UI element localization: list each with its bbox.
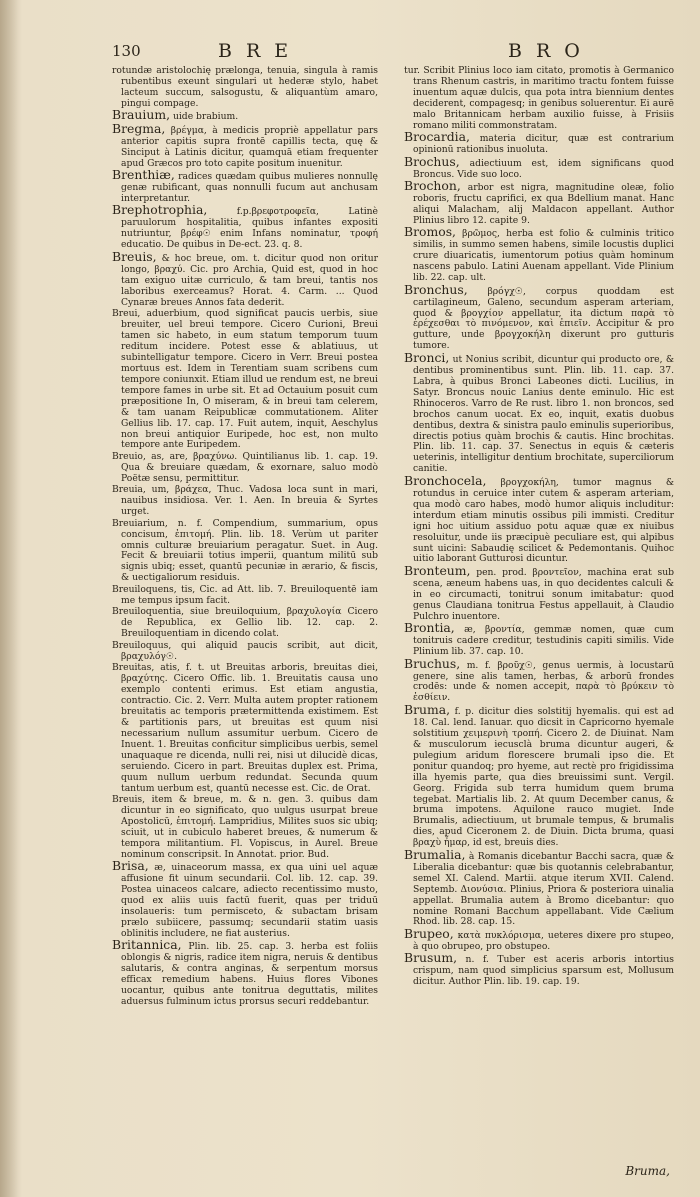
page-header: [0, 40, 700, 66]
entry-text: Breuiarium, n. f. Compendium, summarium, opus concisum, ἐπιτομή. Plin. lib. 18. Verùm ut pariter omnis culturæ breuiarium peragatur. Suet. in Aug. Fecit & breuiarii totius imperii, quantum militū sub signis ubiq; esset, quantū pecuniæ in ærario, & fiscis, & uectigaliorum residuis.: [112, 517, 378, 584]
entry-text: n. f. Tuber est aceris arboris intortius crispum, nam quod simplicius sparsum est, Mollusum dicitur. Author Plin. lib. 19. cap. 19.: [413, 954, 674, 988]
entry-text: pen. prod. βροντεῖον, machina erat sub scena, æneum habens uas, in quo decidentes calculi & in eo circumacti, tonitrui sonum imitabatur: quod genus Claudiana tonitrua Festus appellauit, à Claudio Pulchro inuentore.: [413, 566, 674, 622]
entry-text: Breuitas, atis, f. t. ut Breuitas arboris, breuitas diei, βραχύτης. Cicero Offic. lib. 1. Breuitatis causa uno exemplo contenti erimus. Est etiam angustia, contractio. Cic. 2. Verr. Multa autem propter rationem breuitatis ac temporis prætermittenda existimem. Est & partitionis pars, ut breuitas est quum nisi necessarium nullum assumitur uerbum. Cicero de Inuent. 1. Breuitas conficitur simplicibus uerbis, semel unaquaque re dicenda, nulli rei, nisi ut dilucidè dicas, seruiendo. Cicero in part. Breuitas duplex est. Prima, quum nullum uerbum redundat. Secunda quum tantum uerbum est, quantū necesse est. Cic. de Orat.: [112, 662, 378, 794]
dictionary-entry: [112, 795, 378, 861]
entry-headword: Brontia,: [404, 620, 455, 636]
dictionary-entry: [112, 120, 379, 170]
dictionary-entry: [112, 248, 378, 309]
entry-headword: Brumalia,: [404, 846, 466, 862]
dictionary-entry: [404, 655, 674, 705]
entry-text: æ, uinaceorum massa, ex qua uini uel aquæ affusione fit uinum secundarii. Col. lib. 12. cap. 39. Postea uinaceos calcare, adiecto recentissimo musto, quod ex aliis uuis factū fuerit, quas per triduū insolaueris: tum permisceto, & subactam brisam prælo subiicere, passumq; secundarii statim uasis oblinitis includere, ne fiat austerius.: [121, 862, 379, 939]
dictionary-entry: [112, 937, 379, 1008]
entry-text: rotundæ aristolochię prælonga, tenuia, singula à ramis rubentibus exeunt singulari ut hederæ stylo, habet lacteum succum, salsogustu, & aliquantùm amaro, pingui compage.: [112, 65, 378, 109]
entry-text: Breuis, item & breue, m. & n. gen. 3. quibus dam dicuntur in eo significato, quo uulgus usurpat breue Apostolicū, ἐπιτομή. Lampridius, Milites suos sic ubiq; sciuit, ut in cubiculo haberet breues, & numerum & tempora militantium. Fl. Vopiscus, in Aurel. Breue nominum conscripsit. In Annotat. prior. Bud.: [112, 793, 378, 860]
dictionary-entry: [112, 202, 378, 251]
entry-headword: Brupeo,: [404, 925, 454, 941]
entry-headword: Bregma,: [112, 120, 166, 136]
entry-text: arbor est nigra, magnitudine oleæ, folio roboris, fructu caprifici, ex qua Bdellium manat. Hanc aliqui Malacham, alij Maldacon appellant. Author Plinius libro 12. capite 9.: [413, 182, 675, 226]
dictionary-entry: [404, 281, 674, 353]
dictionary-entry: [404, 349, 675, 475]
entry-text: f. p. dicitur dies solstitij hyemalis. qui est ad 18. Cal. lend. Ianuar. quo dicsit in Capricorno hyemale solstitium χειμερινὴ τροπή. Cicero 2. de Diuinat. Nam & musculorum iecusclà bruma dicuntur augeri, & pulegium aridum florescere brumali ipso die. Et ponitur quandoq; pro hyeme, aut rectè pro frigidissima illa hyemis parte, qua dies breuissimi sunt. Vergil. Georg. Frigida sub terra humidum quem bruma tegebat. Martialis lib. 2. At quum December canus, & bruma impotens. Aquilone rauco mugiet. Inde Brumalis, adiectiuum, ut brumale tempus, & brumalis dies, apud Ciceronem 2. de Diuin. Dicta bruma, quasi βραχὺ ἦμαρ, id est, breuis dies.: [413, 705, 674, 849]
entry-headword: Bruchus,: [404, 655, 461, 671]
entry-text: Breuiloquens, tis, Cic. ad Att. lib. 7. Breuiloquentē iam me tempus ipsum facit.: [112, 583, 378, 606]
dictionary-entry: [404, 129, 675, 156]
entry-text: βρόγχ☉, corpus quoddam est cartilagineum, Galeno, secundum asperam arteriam, quod & βρογχίον appellatur, ita dictum παρὰ τὸ ἐρέχεσθαι τὸ πινόμενον, καὶ ἐπιεῖν. Accipitur & pro gutture, unde βρογχοκήλη dixerunt pro gutturis tumore.: [413, 285, 674, 352]
page-number: 130: [112, 42, 141, 60]
entry-text: adiectiuum est, idem significans quod Broncus. Vide suo loco.: [413, 157, 674, 180]
entry-headword: Brusum,: [404, 950, 458, 966]
entry-headword: Britannica,: [112, 937, 182, 953]
entry-headword: Bronchocela,: [404, 472, 487, 488]
dictionary-entry: [112, 167, 378, 205]
dictionary-entry: [404, 178, 675, 227]
entry-headword: Bronci,: [404, 349, 450, 365]
entry-text: uide brabium.: [172, 111, 239, 123]
dictionary-entry: [112, 66, 378, 110]
running-head-left: BRE: [218, 40, 303, 62]
entry-headword: Bruma,: [404, 701, 451, 717]
entry-headword: Brochus,: [404, 153, 460, 169]
entry-text: Breuio, as, are, βραχύνω. Quintilianus lib. 1. cap. 19. Qua & breuiare quædam, & exornare, saluo modò Poëtæ sensu, permittitur.: [112, 450, 378, 484]
entry-text: Plin. lib. 25. cap. 3. herba est foliis oblongis & nigris, radice item nigra, neruis & dentibus salutaris, & contra anginas, & serpentum morsus efficax remedium habens. Huius flores Vibones uocantur, quibus ante tonitrua deguttatis, milites aduersus fulminum ictus prorsus securi reddebantur.: [121, 941, 379, 1008]
dictionary-entry: [112, 663, 378, 794]
dictionary-entry: [112, 519, 378, 585]
entry-text: & hoc breue, om. t. dicitur quod non oritur longo, βραχύ. Cic. pro Archia, Quid est, quod in hoc tam exiguo uitæ curriculo, & tam breui, tantis nos laboribus exerceamus? Horat. 4. Carm. ... Quod Cynaræ breues Annos fata dederit.: [121, 252, 378, 308]
entry-headword: Brauium,: [112, 107, 171, 123]
dictionary-entry: [404, 224, 674, 284]
entry-headword: Brephotrophia,: [112, 202, 208, 218]
dictionary-entry: [404, 701, 674, 849]
dictionary-entry: [112, 309, 378, 451]
entry-headword: Brenthiæ,: [112, 167, 175, 183]
entry-text: Breuiloquus, qui aliquid paucis scribit, aut dicit, βραχυλόγ☉.: [112, 639, 378, 662]
left-column: [112, 66, 378, 1009]
dictionary-entry: [112, 452, 378, 485]
gutter-shadow: [0, 0, 22, 1197]
entry-text: Breui, aduerbium, quod significat paucis uerbis, siue breuiter, uel breui tempore. Cicero Curioni, Breui tamen sic habeto, in eum statum temporum tuum reditum incidere. Potest esse & ablatiuus, ut subintelligatur tempore. Cicero in Verr. Breui postea mortuus est. Idem in Terentiam suam scribens cum tempore coniunxit. Etiam illud ue rendum est, ne breui tempore fames in urbe sit. Et ad Octauium posuit cum præpositione In, O miseram, & in breui tam celerem, & tam uanam Reipublicæ commutationem. Aliter Gellius lib. 17. cap. 17. Fuit autem, inquit, Aeschylus non breui antiquior Euripede, hoc est, non multo tempore ante Euripedem.: [112, 308, 378, 451]
right-column: [404, 66, 674, 989]
entry-text: æ, βροντία, gemmæ nomen, quæ cum tonitruis cadere creditur, testudinis capiti similis. Vide Plinium lib. 37. cap. 10.: [413, 624, 674, 658]
dictionary-entry: [404, 846, 674, 929]
entry-headword: Breuis,: [112, 248, 157, 264]
dictionary-entry: [112, 485, 378, 518]
dictionary-entry: [404, 66, 674, 132]
dictionary-entry: [404, 950, 674, 988]
entry-text: Breuia, um, βράχεα, Thuc. Vadosa loca sunt in mari, nauibus insidiosa. Ver. 1. Aen. In breuia & Syrtes urget.: [112, 484, 378, 518]
dictionary-entry: [404, 620, 674, 658]
entry-text: radices quædam quibus mulieres nonnullę genæ rubificant, quas nonnulli fucum aut anchusam interpretantur.: [121, 171, 378, 204]
entry-text: à Romanis dicebantur Bacchi sacra, quæ & Liberalia dicebantur: quæ bis quotannis celebrabantur, semel XI. Calend. Martii. atque iterum XVII. Calend. Septemb. Διονύσια. Plinius, Priora & posteriora uinalia appellat. Brumalia autem à Bromo dicebantur: quo nomine Romani Bacchum appellabant. Vide Cælium Rhod. lib. 28. cap. 15.: [413, 850, 674, 928]
entry-text: tur. Scribit Plinius loco iam citato, promotis à Germanico trans Rhenum castris, in maritimo tractu fontem fuisse inuentum aquæ dulcis, qua pota intra biennium dentes deciderent, compagesq; in genibus soluerentur. Ei aurē malo Britannicam herbam auxilio fuisse, à Frisiis romano militi commonstratam.: [404, 65, 674, 131]
entry-headword: Bromos,: [404, 224, 456, 240]
entry-text: βρέγμα, à medicis propriè appellatur pars anterior capitis supra frontē capillis tecta, quę & Sinciput à Latinis dicitur, quamquā etiam frequenter apud Græcos pro toto capite positum inuenitur.: [121, 124, 379, 169]
entry-text: m. f. βροῦχ☉, genus uermis, à locustarū genere, sine alis tamen, herbas, & arborū frondes crodēs: unde & nomen accepit, παρὰ τὸ βρύκειν τὸ ἐσθίειν.: [413, 659, 674, 704]
entry-headword: Bronchus,: [404, 281, 468, 297]
entry-headword: Brisa,: [112, 858, 149, 874]
entry-text: f.p.βρεφοτροφεῖα, Latinè paruulorum hospitalitia, quibus infantes expositi nutriuntur, βρέφ☉ enim Infans nominatur, τροφή educatio. De quibus in De-ect. 23. q. 8.: [121, 206, 378, 251]
entry-headword: Brocardia,: [404, 129, 470, 145]
entry-text: βρῶμος, herba est folio & culminis tritico similis, in summo semen habens, simile locustis duplici crure diuaricatis, iumentorum potius quàm hominum nascens pabulo. Latini Auenam appellant. Vide Plinium lib. 22. cap. ult.: [413, 228, 674, 284]
entry-headword: Bronteum,: [404, 562, 471, 578]
dictionary-entry: [112, 858, 379, 940]
entry-text: materia dicitur, quæ est contrarium opinionū rationibus inuoluta.: [413, 133, 675, 156]
catchword: Bruma,: [625, 1164, 670, 1178]
entry-text: κατὰ πυκλόρισμα, ueteres dixere pro stupeo, à quo obrupeo, pro obstupeo.: [413, 929, 674, 952]
dictionary-entry: [404, 925, 674, 953]
entry-headword: Brochon,: [404, 178, 461, 194]
dictionary-entry: [404, 153, 674, 181]
dictionary-entry: [404, 472, 675, 566]
entry-text: Breuiloquentia, siue breuiloquium, βραχυλογία Cicero de Republica, ex Gellio lib. 12. cap. 2. Breuiloquentiam in dicendo colat.: [112, 606, 378, 640]
dictionary-entry: [404, 562, 674, 623]
running-head-right: BRO: [508, 40, 594, 62]
dictionary-entry: [112, 641, 378, 663]
entry-text: ut Nonius scribit, dicuntur qui producto ore, & dentibus prominentibus sunt. Plin. lib. 11. cap. 37. Labra, à quibus Bronci Labeones dicti. Lucilius, in Satyr. Broncus nouic Lanius dente eminulo. Hic est Rhinoceros. Varro de Re rust. libro 1. non broncos, sed brochos canum uocat. Ex eo, inquit, exatis duobus dentibus, dextra & sinistra paulo eminulis superioribus, directis potius quàm brochis & cautis. Hinc brochitas. Plin. lib. 11. cap. 37. Senectus in equis & cæteris ueterinis, intelligitur dentium brochitate, superciliorum canitie.: [413, 353, 675, 475]
dictionary-entry: [112, 585, 378, 607]
dictionary-entry: [112, 607, 378, 640]
entry-text: βρογχοκήλη, tumor magnus & rotundus in ceruice inter cutem & asperam arteriam, qua modò caro habes, modò humor aliquis includitur: interdum etiam minutis ossibus pili immisti. Creditur igni hoc uitium assiduo potu aquæ quæ ex niuibus resoluitur, unde iis præcipuè peculiare est, qui alpibus sunt uicini: Sabaudię scilicet & Pedemontanis. Quihoc uitio laborant Gutturosi dicuntur.: [413, 476, 675, 565]
